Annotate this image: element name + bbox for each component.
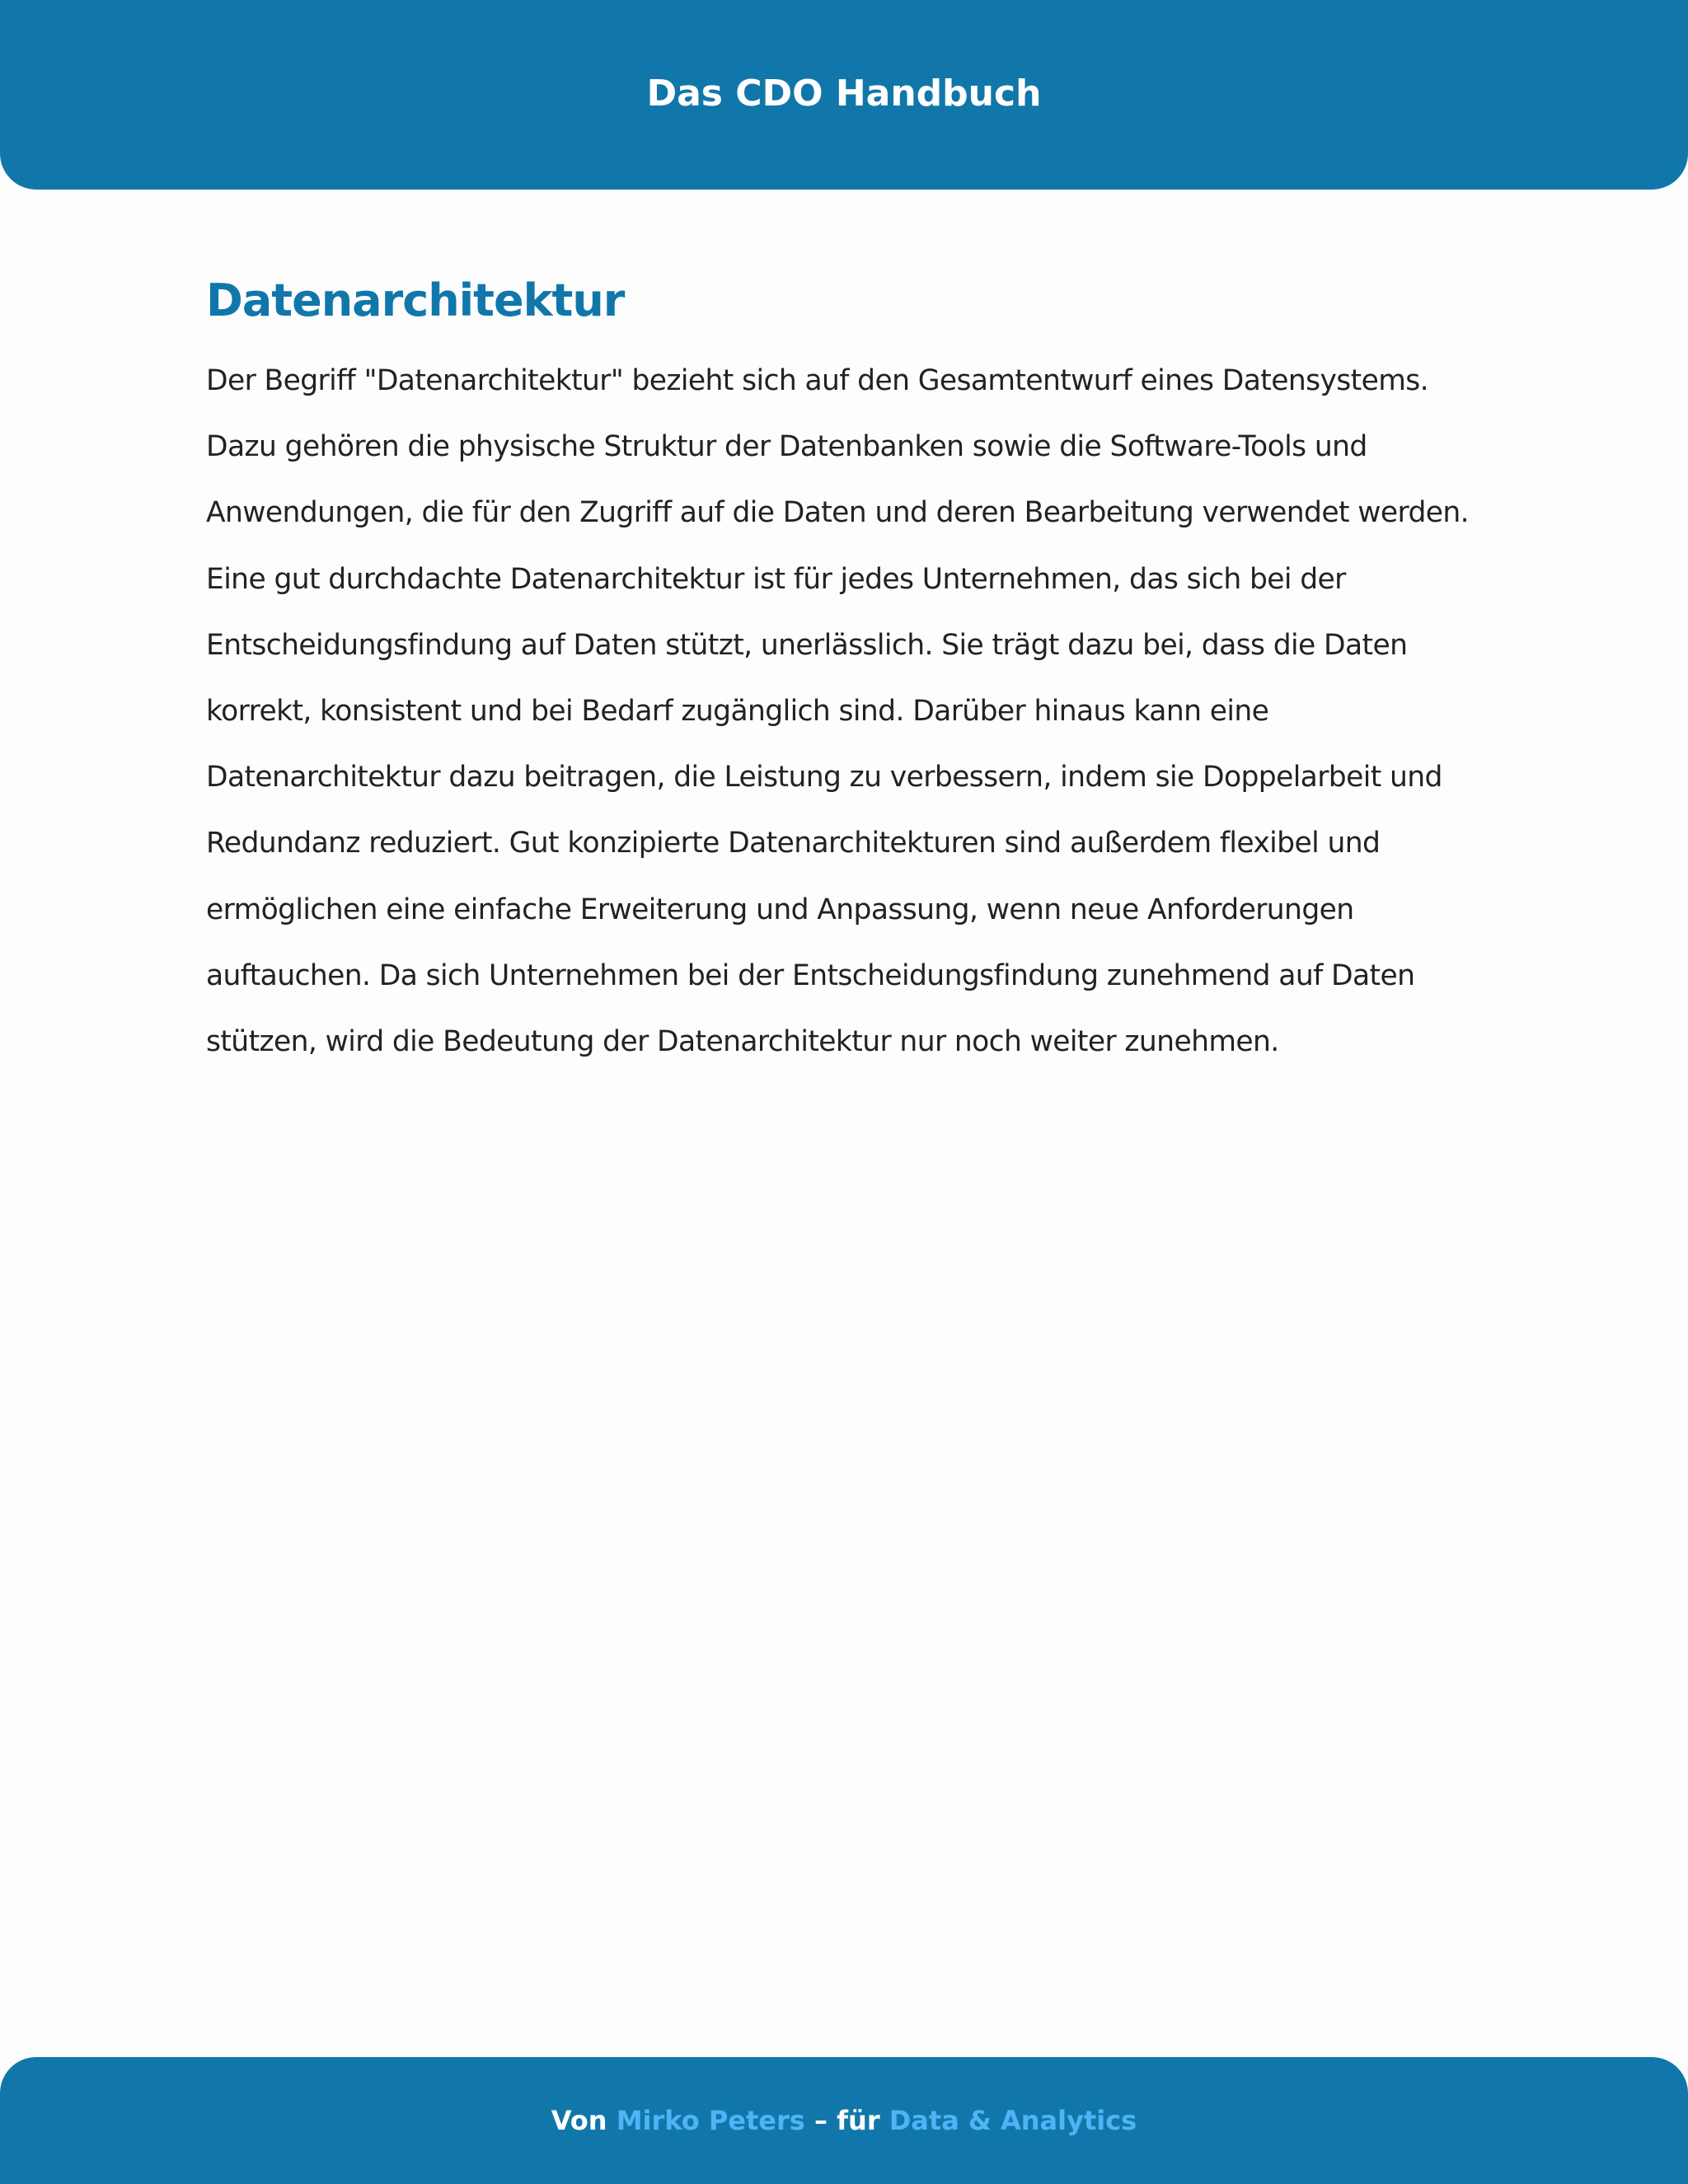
page-header [0, 0, 1688, 190]
footer-topic-link[interactable]: Data & Analytics [889, 2105, 1137, 2136]
footer-separator: – für [804, 2105, 889, 2136]
header-title: Das CDO Handbuch [646, 73, 1042, 115]
section-body-text: Der Begriff "Datenarchitektur" bezieht sich auf den Gesamtentwurf eines Datensystems. Dazu gehören die physische Struktur der Datenbanken sowie die Software-Tools und Anwendungen, die für den Zugriff auf die Daten und deren Bearbeitung verwendet werden. Eine gut durchdachte Datenarchitektur ist für jedes Unternehmen, das sich bei der Entscheidungsfindung auf Daten stützt, unerlässlich. Sie trägt dazu bei, dass die Daten korrekt, konsistent und bei Bedarf zugänglich sind. Darüber hinaus kann eine Datenarchitektur dazu beitragen, die Leistung zu verbessern, indem sie Doppelarbeit und Redundanz reduziert. Gut konzipierte Datenarchitekturen sind außerdem flexibel und ermöglichen eine einfache Erweiterung und Anpassung, wenn neue Anforderungen auftauchen. Da sich Unternehmen bei der Entscheidungsfindung zunehmend auf Daten stützen, wird die Bedeutung der Datenarchitektur nur noch weiter zunehmen. [206, 364, 1470, 1059]
section-heading: Datenarchitektur [206, 274, 625, 326]
footer-author-link[interactable]: Mirko Peters [616, 2105, 805, 2136]
page-footer [0, 2057, 1688, 2184]
main-content [206, 272, 1492, 1075]
footer-prefix: Von [551, 2105, 617, 2136]
footer-credit [551, 2104, 1137, 2137]
